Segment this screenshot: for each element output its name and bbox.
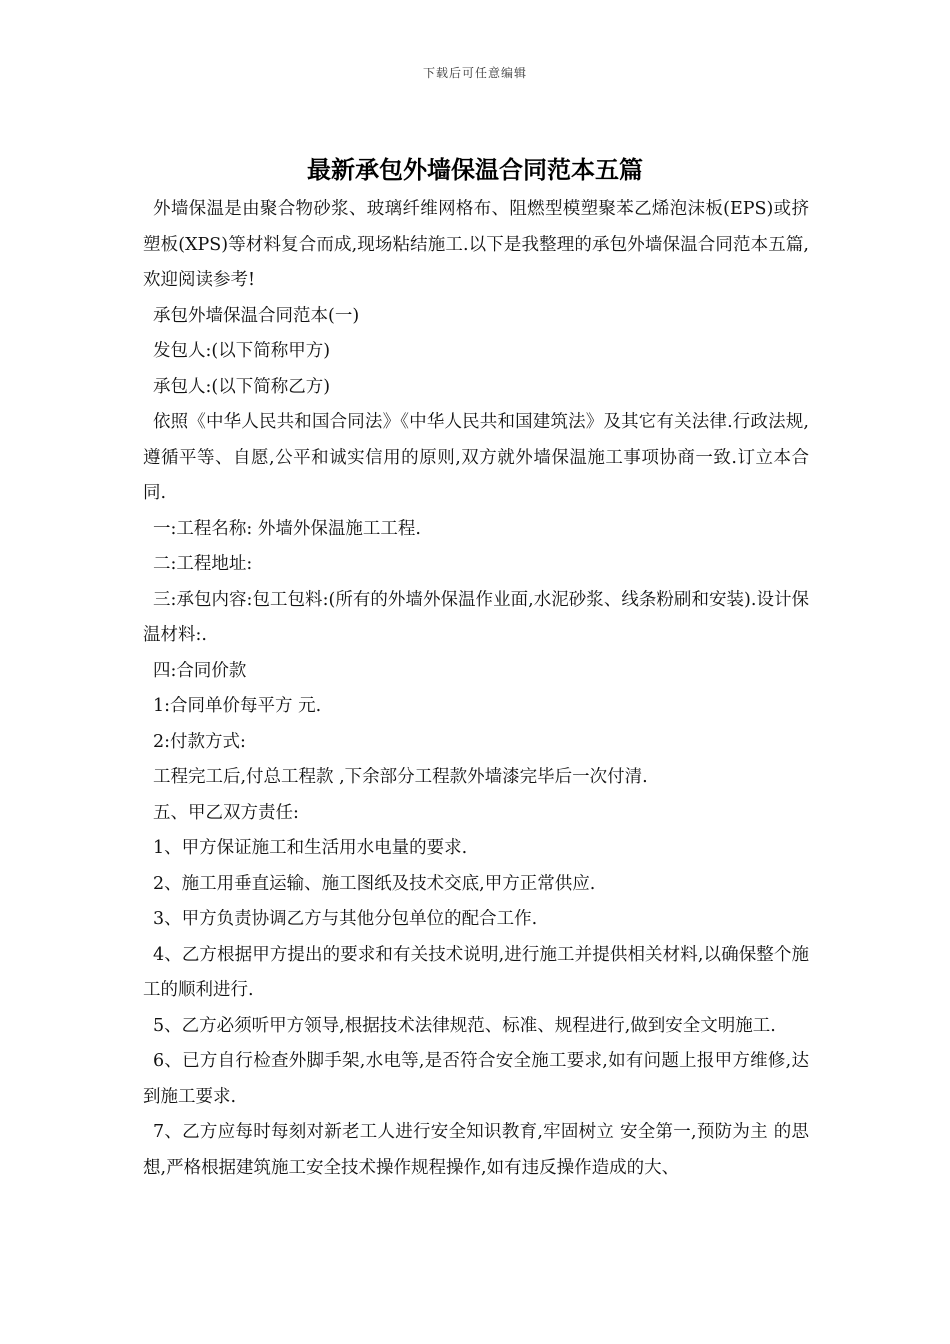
paragraph-item-1: 1、甲方保证施工和生活用水电量的要求. (153, 838, 468, 858)
paragraph-section-heading: 承包外墙保温合同范本(一) (153, 305, 360, 326)
document-body (143, 192, 809, 1186)
document-title: 最新承包外墙保温合同范本五篇 (307, 155, 643, 184)
paragraph-party-a: 发包人:(以下简称甲方) (153, 341, 331, 361)
paragraph-unit-price: 1:合同单价每平方 元. (153, 696, 322, 716)
paragraph-item-2: 2、施工用垂直运输、施工图纸及技术交底,甲方正常供应. (153, 873, 596, 894)
header-note: 下载后可任意编辑 (422, 66, 527, 80)
paragraph-party-b: 承包人:(以下简称乙方) (153, 376, 331, 397)
paragraph-payment-terms: 工程完工后,付总工程款 ,下余部分工程款外墙漆完毕后一次付清. (153, 767, 648, 787)
paragraph-item-5: 5、乙方必须听甲方领导,根据技术法律规范、标准、规程进行,做到安全文明施工. (153, 1015, 776, 1036)
paragraph-item-6: 6、已方自行检查外脚手架,水电等,是否符合安全施工要求,如有问题上报甲方维修,达到施工要求. (143, 1051, 809, 1107)
paragraph-responsibilities: 五、甲乙双方责任: (153, 802, 299, 823)
paragraph-legal-basis: 依照《中华人民共和国合同法》《中华人民共和国建筑法》及其它有关法律.行政法规,遵循平等、自愿,公平和诚实信用的原则,双方就外墙保温施工事项协商一致.订立本合同. (143, 412, 809, 503)
paragraph-item-3: 3、甲方负责协调乙方与其他分包单位的配合工作. (153, 909, 538, 929)
paragraph-item-4: 4、乙方根据甲方提出的要求和有关技术说明,进行施工并提供相关材料,以确保整个施工的顺利进行. (143, 944, 809, 1000)
paragraph-project-address: 二:工程地址: (153, 554, 253, 574)
paragraph-contract-price: 四:合同价款 (153, 660, 247, 681)
paragraph-payment-method: 2:付款方式: (153, 731, 246, 752)
paragraph-contract-scope: 三:承包内容:包工包料:(所有的外墙外保温作业面,水泥砂浆、线条粉刷和安装).设计保温材料:. (143, 589, 809, 645)
paragraph-item-7: 7、乙方应每时每刻对新老工人进行安全知识教育,牢固树立 安全第一,预防为主 的思想,严格根据建筑施工安全技术操作规程操作,如有违反操作造成的大、 (143, 1122, 809, 1178)
paragraph-intro: 外墙保温是由聚合物砂浆、玻璃纤维网格布、阻燃型模塑聚苯乙烯泡沫板(EPS)或挤塑板(XPS)等材料复合而成,现场粘结施工.以下是我整理的承包外墙保温合同范本五篇,欢迎阅读参考! (143, 199, 809, 290)
paragraph-project-name: 一:工程名称: 外墙外保温施工工程. (153, 518, 421, 539)
